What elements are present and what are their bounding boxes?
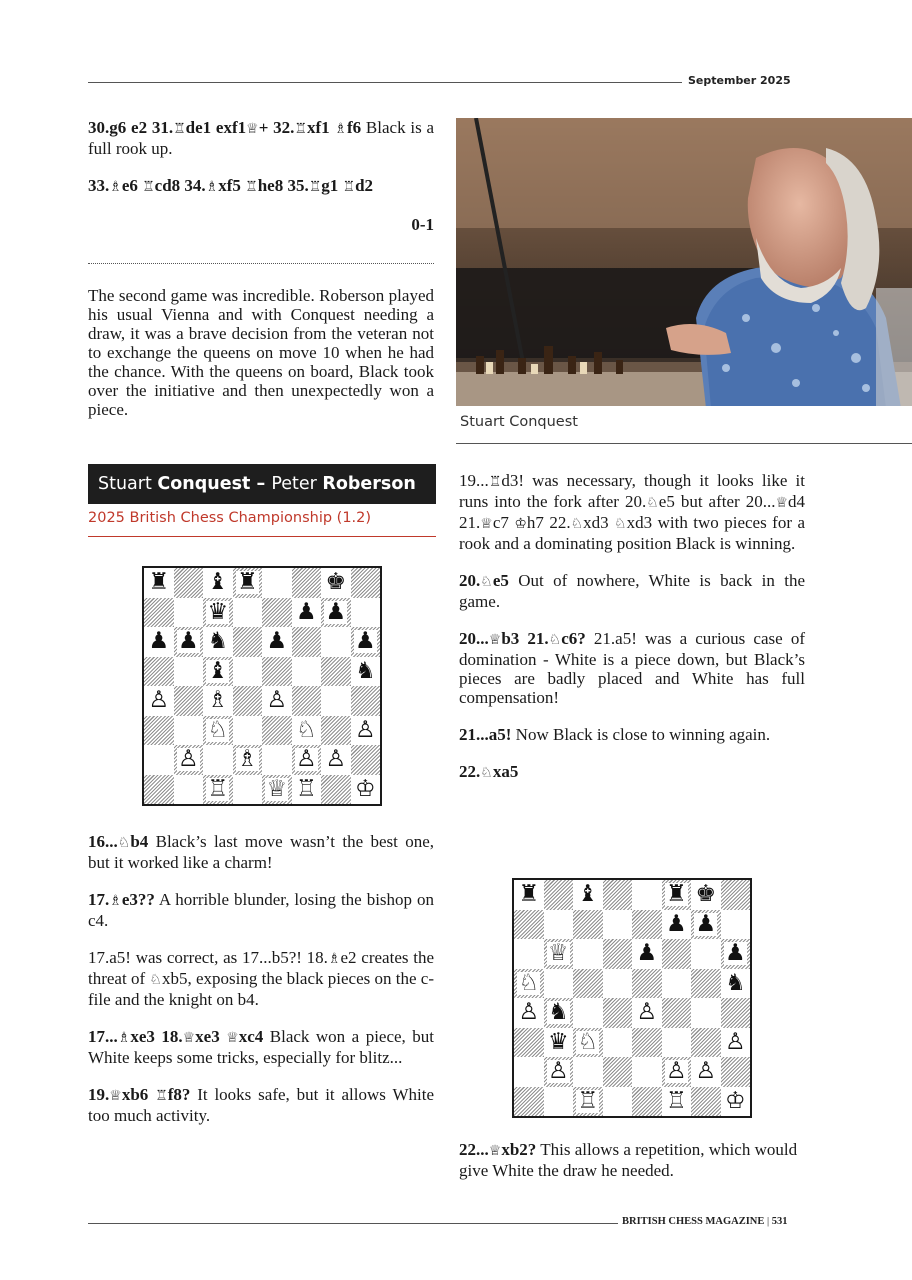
board-square <box>174 657 204 687</box>
board-square <box>691 1087 721 1117</box>
event-rule <box>88 536 436 537</box>
board-square <box>321 775 351 805</box>
board-square <box>174 627 204 657</box>
chess-piece: ♘ <box>577 1028 599 1055</box>
board-square <box>514 998 544 1028</box>
board-square <box>662 998 692 1028</box>
board-square <box>632 1087 662 1117</box>
chess-piece: ♟ <box>636 940 658 967</box>
board-square <box>514 939 544 969</box>
board-square <box>321 745 351 775</box>
caption-rule <box>456 443 912 444</box>
chess-piece: ♟ <box>695 910 717 937</box>
footer-rule <box>88 1223 618 1224</box>
board-square <box>603 1028 633 1058</box>
board-square <box>544 910 574 940</box>
board-square <box>203 657 233 687</box>
chess-piece: ♙ <box>177 746 199 773</box>
board-square <box>233 598 263 628</box>
board-square <box>632 969 662 999</box>
board-square <box>144 627 174 657</box>
chess-piece: ♜ <box>665 881 687 908</box>
board-square <box>262 686 292 716</box>
chess-piece: ♞ <box>724 969 746 996</box>
chess-piece: ♞ <box>354 657 376 684</box>
board-square <box>262 598 292 628</box>
chess-piece: ♖ <box>295 775 317 802</box>
move-22-black: 22...♕xb2? This allows a repetition, which would give White the draw he needed. <box>459 1140 798 1180</box>
board-square <box>203 745 233 775</box>
board-square <box>351 745 381 775</box>
board-square <box>721 1057 751 1087</box>
board-square <box>203 627 233 657</box>
board-square <box>691 1028 721 1058</box>
chess-piece: ♟ <box>266 628 288 655</box>
board-square <box>144 568 174 598</box>
chess-piece: ♜ <box>518 881 540 908</box>
chess-piece: ♟ <box>354 628 376 655</box>
chess-piece: ♝ <box>577 881 599 908</box>
board-square <box>321 657 351 687</box>
chess-piece: ♞ <box>207 628 229 655</box>
board-square <box>632 1028 662 1058</box>
board-square <box>144 686 174 716</box>
board-square <box>262 716 292 746</box>
board-square <box>321 686 351 716</box>
header-rule <box>88 82 682 83</box>
board-square <box>233 657 263 687</box>
board-square <box>321 568 351 598</box>
board-square <box>262 657 292 687</box>
move-20: 20.♘e5 Out of nowhere, White is back in the game. <box>459 571 805 611</box>
board-square <box>292 716 322 746</box>
board-square <box>321 598 351 628</box>
board-square <box>203 716 233 746</box>
board-square <box>603 1057 633 1087</box>
photo-illustration <box>456 118 912 406</box>
moves-33-35: 33.♗e6 ♖cd8 34.♗xf5 ♖he8 35.♖g1 ♖d2 <box>88 176 374 195</box>
chess-piece: ♘ <box>207 716 229 743</box>
board-square <box>351 568 381 598</box>
chess-piece: ♟ <box>665 910 687 937</box>
board-square <box>514 969 544 999</box>
board-square <box>721 998 751 1028</box>
game-result: 0-1 <box>411 215 434 234</box>
board-square <box>174 775 204 805</box>
board-square <box>573 969 603 999</box>
chess-piece: ♝ <box>207 569 229 596</box>
board-square <box>721 1028 751 1058</box>
board-square <box>174 745 204 775</box>
chess-piece: ♜ <box>236 569 258 596</box>
chess-piece: ♗ <box>236 746 258 773</box>
board-square <box>233 568 263 598</box>
board-square <box>573 939 603 969</box>
board-square <box>262 627 292 657</box>
board-square <box>174 568 204 598</box>
game-heading: Stuart Conquest – Peter Roberson <box>88 464 436 504</box>
chess-piece: ♔ <box>724 1087 746 1114</box>
board-square <box>632 880 662 910</box>
chess-piece: ♟ <box>295 598 317 625</box>
left-column-bottom <box>88 832 434 1125</box>
board-square <box>632 939 662 969</box>
board-square <box>603 910 633 940</box>
board-square <box>691 939 721 969</box>
board-square <box>691 910 721 940</box>
board-square <box>632 910 662 940</box>
board-square <box>144 598 174 628</box>
board-square <box>544 1028 574 1058</box>
board-square <box>233 627 263 657</box>
chess-piece: ♙ <box>295 746 317 773</box>
chess-piece: ♛ <box>547 1028 569 1055</box>
chess-diagram-1 <box>142 566 382 806</box>
board-square <box>691 998 721 1028</box>
board-square <box>233 775 263 805</box>
chess-piece: ♙ <box>518 999 540 1026</box>
board-square <box>573 1028 603 1058</box>
chess-piece: ♟ <box>148 628 170 655</box>
event-name: 2025 British Chess Championship (1.2) <box>88 510 372 526</box>
board-square <box>573 1087 603 1117</box>
board-square <box>351 627 381 657</box>
chess-piece: ♜ <box>148 569 170 596</box>
board-square <box>603 880 633 910</box>
board-square <box>544 998 574 1028</box>
board-square <box>514 910 544 940</box>
issue-date: September 2025 <box>688 74 791 87</box>
chess-piece: ♔ <box>354 775 376 802</box>
chess-piece: ♞ <box>547 999 569 1026</box>
chess-piece: ♙ <box>266 687 288 714</box>
move-17-black: 17...♗xe3 18.♕xe3 ♕xc4 Black won a piece, but White keeps some tricks, especially for blitz... <box>88 1027 435 1067</box>
moves-30-32: 30.g6 e2 31.♖de1 exf1♕+ 32.♖xf1 ♗f6 Black is a full rook up. <box>88 118 435 158</box>
board-square <box>662 939 692 969</box>
board-square <box>144 775 174 805</box>
board-square <box>351 775 381 805</box>
board-square <box>174 598 204 628</box>
footer: BRITISH CHESS MAGAZINE | 531 <box>622 1216 788 1227</box>
chess-piece: ♙ <box>325 746 347 773</box>
board-square <box>351 598 381 628</box>
board-square <box>603 1087 633 1117</box>
chess-piece: ♙ <box>354 716 376 743</box>
board-square <box>292 627 322 657</box>
board-square <box>514 1057 544 1087</box>
board-square <box>144 716 174 746</box>
chess-piece: ♙ <box>695 1058 717 1085</box>
photo-caption: Stuart Conquest <box>460 414 578 430</box>
move-17-alt: 17.a5! was correct, as 17...b5?! 18.♗e2 creates the threat of ♘xb5, exposing the black pieces on the c-file and the knight on b4. <box>88 948 435 1009</box>
chess-piece: ♚ <box>325 569 347 596</box>
board-square <box>721 910 751 940</box>
board-square <box>544 1057 574 1087</box>
board-square <box>233 686 263 716</box>
board-square <box>544 939 574 969</box>
board-square <box>351 716 381 746</box>
board-square <box>144 657 174 687</box>
board-square <box>721 939 751 969</box>
board-square <box>292 657 322 687</box>
board-square <box>662 969 692 999</box>
board-square <box>662 910 692 940</box>
board-square <box>662 1057 692 1087</box>
chess-piece: ♙ <box>724 1028 746 1055</box>
board-square <box>721 880 751 910</box>
board-square <box>573 910 603 940</box>
board-square <box>573 1057 603 1087</box>
chess-piece: ♘ <box>295 716 317 743</box>
board-square <box>603 939 633 969</box>
move-20-black: 20...♕b3 21.♘c6? 21.a5! was a curious case of domination - White is a piece down, but Black’s pieces are badly placed and White has full compensation! <box>459 629 805 707</box>
board-square <box>721 1087 751 1117</box>
left-column-top <box>88 118 434 234</box>
board-square <box>203 775 233 805</box>
board-square <box>144 745 174 775</box>
right-column-top <box>459 471 805 783</box>
board-square <box>691 969 721 999</box>
board-square <box>691 1057 721 1087</box>
chess-piece: ♙ <box>148 687 170 714</box>
move-19: 19.♕xb6 ♖f8? It looks safe, but it allows White too much activity. <box>88 1085 434 1125</box>
chess-piece: ♕ <box>266 775 288 802</box>
board-square <box>662 1028 692 1058</box>
board-square <box>262 775 292 805</box>
chess-piece: ♘ <box>518 969 540 996</box>
board-square <box>662 1087 692 1117</box>
board-square <box>632 1057 662 1087</box>
chess-piece: ♟ <box>177 628 199 655</box>
board-square <box>292 745 322 775</box>
board-square <box>174 686 204 716</box>
move-19-note: 19...♖d3! was necessary, though it looks like it runs into the fork after 20.♘e5 but after 20...♕d4 21.♕c7 ♔h7 22.♘xd3 ♘xd3 with two pieces for a rook and a dominating position Black is winning. <box>459 471 806 553</box>
board-square <box>721 969 751 999</box>
board-square <box>203 568 233 598</box>
player-photo <box>456 118 912 406</box>
move-16: 16...♘b4 Black’s last move wasn’t the best one, but it worked like a charm! <box>88 832 434 872</box>
chess-piece: ♟ <box>325 598 347 625</box>
chess-piece: ♙ <box>665 1058 687 1085</box>
board-square <box>262 745 292 775</box>
board-square <box>544 1087 574 1117</box>
board-square <box>174 716 204 746</box>
board-square <box>321 627 351 657</box>
board-square <box>203 686 233 716</box>
board-square <box>544 969 574 999</box>
chess-piece: ♕ <box>547 940 569 967</box>
chess-piece: ♟ <box>724 940 746 967</box>
chess-piece: ♙ <box>547 1058 569 1085</box>
chess-diagram-2 <box>512 878 752 1118</box>
board-square <box>573 880 603 910</box>
board-square <box>321 716 351 746</box>
board-square <box>632 998 662 1028</box>
board-square <box>544 880 574 910</box>
board-square <box>262 568 292 598</box>
board-square <box>603 998 633 1028</box>
chess-piece: ♗ <box>207 687 229 714</box>
chess-piece: ♖ <box>207 775 229 802</box>
board-square <box>514 880 544 910</box>
board-square <box>292 775 322 805</box>
board-square <box>292 686 322 716</box>
dotted-separator <box>88 263 434 264</box>
chess-piece: ♙ <box>636 999 658 1026</box>
board-square <box>351 686 381 716</box>
board-square <box>662 880 692 910</box>
move-17: 17.♗e3?? A horrible blunder, losing the bishop on c4. <box>88 890 434 930</box>
board-square <box>233 745 263 775</box>
board-square <box>514 1087 544 1117</box>
chess-piece: ♛ <box>207 598 229 625</box>
chess-piece: ♝ <box>207 657 229 684</box>
board-square <box>573 998 603 1028</box>
board-square <box>603 969 633 999</box>
board-square <box>233 716 263 746</box>
board-square <box>292 568 322 598</box>
board-square <box>351 657 381 687</box>
chess-piece: ♖ <box>577 1087 599 1114</box>
move-21: 21...a5! Now Black is close to winning again. <box>459 725 771 744</box>
board-square <box>203 598 233 628</box>
move-22: 22.♘xa5 <box>459 762 519 781</box>
chess-piece: ♖ <box>665 1087 687 1114</box>
right-column-bottom <box>459 1140 805 1180</box>
board-square <box>691 880 721 910</box>
board-square <box>514 1028 544 1058</box>
board-square <box>292 598 322 628</box>
intro-paragraph: The second game was incredible. Roberson played his usual Vienna and with Conquest needing a draw, it was a brave decision from the veteran not to exchange the queens on move 10 when he had the chance. With the queens on board, Black took over the initiative and then unexpectedly won a piece. <box>88 286 434 419</box>
chess-piece: ♚ <box>695 881 717 908</box>
